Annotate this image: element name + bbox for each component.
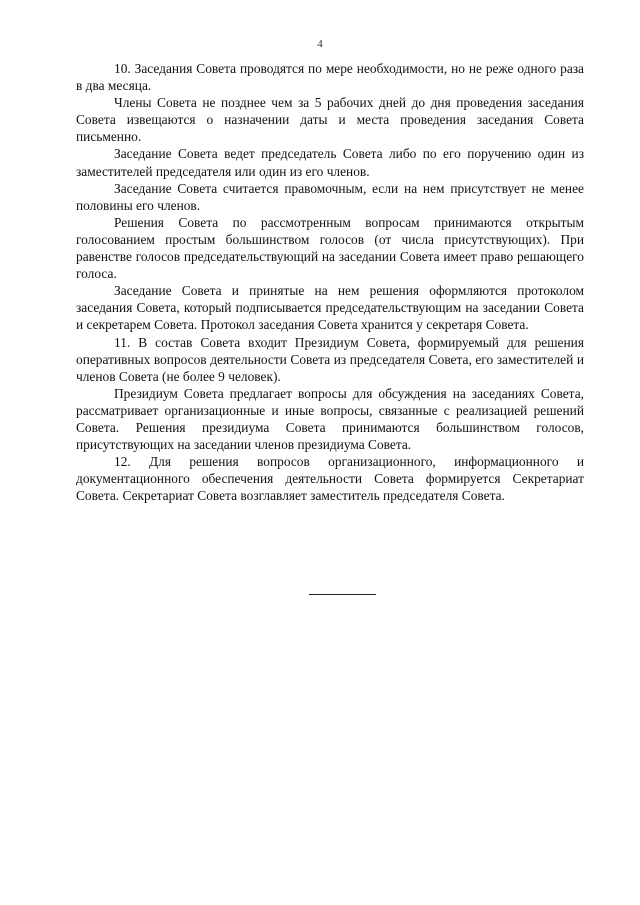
end-of-document-rule — [309, 594, 376, 595]
paragraph-meeting-frequency: 10. Заседания Совета проводятся по мере необходимости, но не реже одного раза в два месяца. — [76, 61, 584, 94]
paragraph-member-notification: Члены Совета не позднее чем за 5 рабочих дней до дня проведения заседания Совета извещаются о назначении даты и места проведения заседания Совета письменно. — [76, 95, 584, 145]
paragraph-presidium-composition: 11. В состав Совета входит Президиум Совета, формируемый для решения оперативных вопросов деятельности Совета из председателя Совета, его заместителей и членов Совета (не более 9 человек). — [76, 334, 584, 384]
paragraph-meeting-chair: Заседание Совета ведет председатель Совета либо по его поручению один из заместителей председателя или один из его членов. — [76, 146, 584, 179]
paragraph-voting: Решения Совета по рассмотренным вопросам принимаются открытым голосованием простым большинством голосов (от числа присутствующих). При равенстве голосов председательствующий на заседании Совета имеет право решающего голоса. — [76, 214, 584, 282]
paragraph-presidium-duties: Президиум Совета предлагает вопросы для обсуждения на заседаниях Совета, рассматривает организационные и иные вопросы, связанные с реализацией решений Совета. Решения президиума Совета принимаются большинством голосов, присутствующих на заседании членов президиума Совета. — [76, 385, 584, 453]
paragraph-protocol: Заседание Совета и принятые на нем решения оформляются протоколом заседания Совета, который подписывается председательствующим на заседании Совета и секретарем Совета. Протокол заседания Совета хранится у секретаря Совета. — [76, 283, 584, 333]
paragraph-quorum: Заседание Совета считается правомочным, если на нем присутствует не менее половины его членов. — [76, 180, 584, 213]
paragraph-secretariat: 12. Для решения вопросов организационного, информационного и документационного обеспечения деятельности Совета формируется Секретариат Совета. Секретариат Совета возглавляет заместитель председателя Совета. — [76, 454, 584, 504]
page-number: 4 — [317, 38, 323, 50]
document-body — [76, 60, 584, 504]
